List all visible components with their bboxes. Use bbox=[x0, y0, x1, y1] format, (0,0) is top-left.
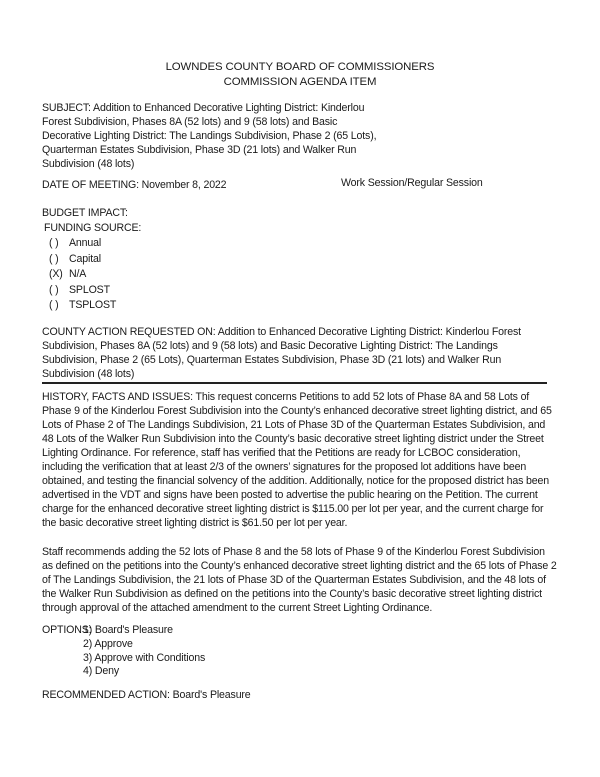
option-row bbox=[42, 665, 205, 679]
funding-option-label: N/A bbox=[69, 268, 87, 281]
date-of-meeting: DATE OF MEETING: November 8, 2022 bbox=[42, 179, 227, 191]
funding-option-label: TSPLOST bbox=[69, 299, 117, 312]
county-action-paragraph: COUNTY ACTION REQUESTED ON: Addition to Enhanced Decorative Lighting District: Kinderlou Forest Subdivision, Phases 8A (52 lots) and 9 (58 lots) and Basic Decorative Lighting District: The Landings Subdivision, Phase 2 (65 Lots), Quarterman Estates Subdivision, Phase 3D (21 lots) and Walker Run Subdivision (48 lots) bbox=[42, 326, 521, 380]
options-section bbox=[42, 624, 205, 679]
option-row bbox=[42, 652, 205, 666]
recommended-action: RECOMMENDED ACTION: Board's Pleasure bbox=[42, 689, 251, 701]
header-org-title: LOWNDES COUNTY BOARD OF COMMISSIONERS bbox=[165, 61, 435, 73]
checkbox-mark: ( ) bbox=[49, 283, 59, 296]
checkbox-mark: ( ) bbox=[49, 299, 59, 312]
funding-option-label: Annual bbox=[69, 237, 102, 249]
funding-option-capital bbox=[49, 252, 116, 268]
funding-option-tsplost bbox=[49, 298, 116, 314]
funding-option-label: SPLOST bbox=[69, 283, 110, 296]
option-item: 2) Approve bbox=[83, 637, 133, 650]
option-row bbox=[42, 638, 205, 652]
budget-impact-label: BUDGET IMPACT: bbox=[42, 207, 128, 219]
option-item: 3) Approve with Conditions bbox=[83, 651, 206, 664]
funding-option-label: Capital bbox=[69, 252, 101, 265]
subject-paragraph: SUBJECT: Addition to Enhanced Decorative Lighting District: Kinderlou Forest Subdivision, Phases 8A (52 lots) and 9 (58 lots) and Basic Decorative Lighting District: The Landings Subdivision, Phase 2 (65 Lots), Quarterman Estates Subdivision, Phase 3D (21 lots) and Walker Run Subdivision (48 lots) bbox=[42, 102, 377, 170]
checkbox-mark: (X) bbox=[49, 268, 63, 281]
option-item: 4) Deny bbox=[83, 665, 120, 678]
document-header bbox=[0, 60, 600, 90]
funding-option-splost bbox=[49, 283, 116, 299]
staff-recommendation-paragraph: Staff recommends adding the 52 lots of Phase 8 and the 58 lots of Phase 9 of the Kinderlou Forest Subdivision as defined on the petitions into the County’s enhanced decorative street lighting district and the 65 lots of Phase 2 of The Landings Subdivision, the 21 lots of Phase 3D of the Quarterman Estates Subdivision, and the 48 lots of the Walker Run Subdivision as defined on the petitions into the County’s basic decorative street lighting district through approval of the attached amendment to the current Street Lighting Ordinance. bbox=[42, 546, 557, 614]
section-divider bbox=[42, 382, 547, 384]
option-row bbox=[42, 624, 205, 638]
history-paragraph: HISTORY, FACTS AND ISSUES: This request concerns Petitions to add 52 lots of Phase 8A and 58 Lots of Phase 9 of the Kinderlou Forest Subdivision into the County’s enhanced decorative street lighting district, and 65 Lots of Phase 2 of The Landings Subdivision, 21 Lots of Phase 3D of the Quarterman Estates Subdivision, and 48 Lots of the Walker Run Subdivision into the County’s basic decorative street lighting district under the Street Lighting Ordinance. For reference, staff has verified that the Petitions are ready for LCBOC consideration, including the verification that at least 2/3 of the owners’ signatures for the proposed lot additions have been obtained, and testing the financial solvency of the addition. Additionally, notice for the proposed district has been advertised in the VDT and signs have been posted to advertise the public hearing on the Petition. The current charge for the enhanced decorative street lighting district is $115.00 per lot per year, and the current charge for the basic decorative street lighting district is $61.50 per lot per year. bbox=[42, 391, 552, 529]
checkbox-mark: ( ) bbox=[49, 252, 59, 265]
funding-option-na bbox=[49, 267, 116, 283]
checkbox-mark: ( ) bbox=[49, 237, 59, 249]
header-doc-title: COMMISSION AGENDA ITEM bbox=[223, 76, 377, 88]
funding-source-label: FUNDING SOURCE: bbox=[44, 222, 142, 234]
options-label: OPTIONS: bbox=[42, 624, 92, 636]
funding-option-annual bbox=[49, 236, 116, 252]
session-type: Work Session/Regular Session bbox=[341, 177, 483, 189]
option-item: 1) Board's Pleasure bbox=[83, 624, 173, 636]
funding-source-list bbox=[49, 236, 116, 314]
